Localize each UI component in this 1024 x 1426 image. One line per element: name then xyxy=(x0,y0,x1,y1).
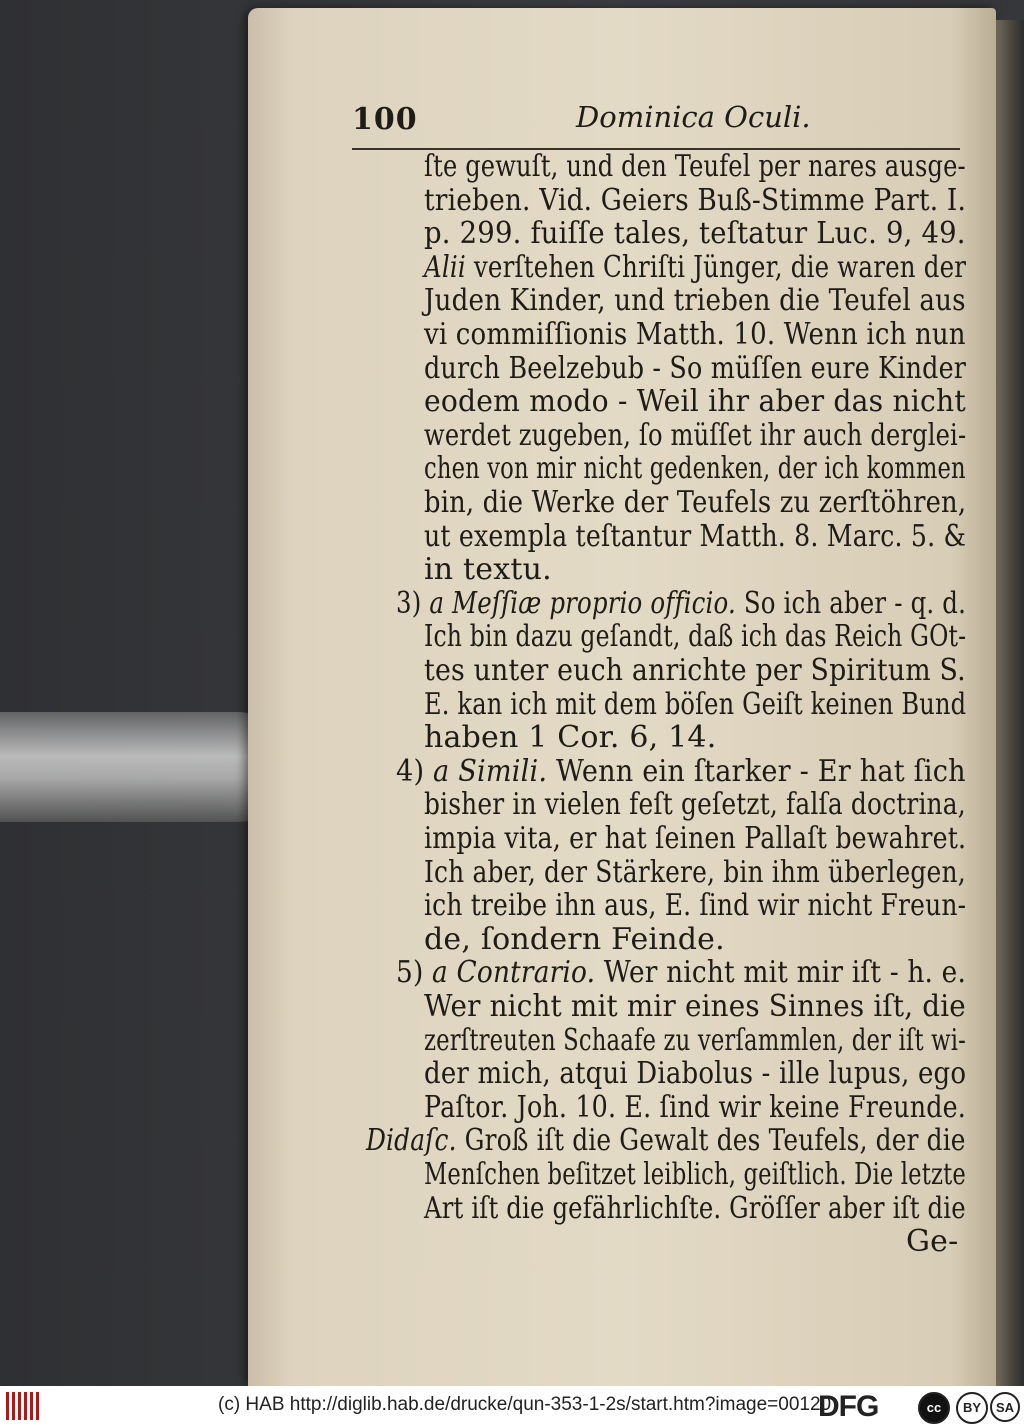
text-span: Ge- xyxy=(906,1224,959,1260)
text-span: werdet zugeben, ſo müſſet ihr auch derglei- xyxy=(424,417,967,453)
text-span: ich treibe ihn aus, E. ſind wir nicht Freun- xyxy=(424,888,967,924)
text-span: impia vita, er hat ſeinen Pallaſt bewahret. xyxy=(424,821,967,856)
page-number: 100 xyxy=(352,102,418,137)
text-line xyxy=(424,923,725,957)
text-span: Wenn ein ſtarker - Er hat ſich xyxy=(547,753,966,789)
italic-text: Alii xyxy=(424,249,466,285)
text-span: So ich aber - q. d. xyxy=(735,585,967,621)
text-span: Groß iſt die Gewalt des Teufels, der die xyxy=(456,1123,966,1159)
text-line xyxy=(424,1158,966,1192)
text-span: 3) xyxy=(396,585,430,621)
text-span: vi commiſſionis Matth. 10. Wenn ich nun xyxy=(424,317,966,352)
text-span: in textu. xyxy=(424,552,552,588)
cc-license-icon: cc xyxy=(918,1392,950,1424)
text-span: trieben. Vid. Geiers Buß-Stimme Part. I. xyxy=(424,182,967,218)
text-span: haben 1 Cor. 6, 14. xyxy=(424,720,717,756)
text-line xyxy=(906,1225,958,1259)
italic-text: a Simili. xyxy=(433,753,548,789)
text-span: ſte gewuſt, und den Teufel per nares ausge- xyxy=(424,149,966,184)
book-page xyxy=(248,8,996,1386)
text-line xyxy=(424,553,552,587)
text-line xyxy=(366,1124,966,1158)
text-line xyxy=(424,318,966,352)
text-line xyxy=(424,352,966,386)
text-line xyxy=(396,956,966,990)
italic-text: a Contrario. xyxy=(432,955,596,991)
text-span: 5) xyxy=(396,955,433,991)
text-line xyxy=(424,889,966,923)
cc-sa-icon: SA xyxy=(990,1392,1020,1422)
text-span: de, ſondern Feinde. xyxy=(424,921,725,957)
text-span: verſtehen Chriſti Jünger, die waren der xyxy=(465,249,967,285)
text-line xyxy=(424,486,966,520)
page-header xyxy=(352,96,992,136)
text-line xyxy=(424,385,966,419)
text-span: Juden Kinder, und trieben die Teufel aus xyxy=(424,283,966,319)
text-line xyxy=(424,654,966,688)
text-line xyxy=(424,1091,966,1125)
text-line xyxy=(424,452,966,486)
text-span: der mich, atqui Diabolus - ille lupus, ego xyxy=(424,1056,967,1092)
text-line xyxy=(424,990,966,1024)
cc-by-icon: BY xyxy=(956,1392,988,1424)
text-line xyxy=(424,1192,966,1226)
text-span: Wer nicht mit mir eines Sinnes iſt, die xyxy=(424,989,966,1024)
text-span: chen von mir nicht gedenken, der ich kommen xyxy=(424,451,966,487)
text-span: p. 299. fuiſſe tales, teſtatur Luc. 9, 49. xyxy=(424,216,966,252)
text-line xyxy=(424,1057,966,1091)
text-line xyxy=(424,419,966,453)
text-line xyxy=(424,150,966,184)
running-head: Dominica Oculi. xyxy=(576,100,811,134)
text-span: Paſtor. Joh. 10. E. ſind wir keine Freunde. xyxy=(424,1089,967,1125)
text-line xyxy=(424,284,966,318)
footer-bar xyxy=(0,1386,1024,1426)
text-span: bisher in vielen feſt geſetzt, falſa doctrina, xyxy=(424,787,966,823)
text-span: eodem modo - Weil ihr aber das nicht xyxy=(424,384,966,420)
text-line xyxy=(424,520,966,554)
text-line xyxy=(424,822,966,856)
text-span: Ich bin dazu geſandt, daß ich das Reich GOt- xyxy=(424,619,967,655)
text-line xyxy=(424,1024,966,1058)
text-line xyxy=(424,688,966,722)
text-line xyxy=(424,721,716,755)
copyright-source-link[interactable]: (c) HAB http://diglib.hab.de/drucke/qun-353-1-2s/start.htm?image=00120 xyxy=(218,1394,832,1415)
text-line xyxy=(396,755,966,789)
text-span: Ich aber, der Stärkere, bin ihm überlegen, xyxy=(424,854,966,890)
text-line xyxy=(424,184,966,218)
text-span: tes unter euch anrichte per Spiritum S. xyxy=(424,653,966,688)
text-span: Menſchen beſitzet leiblich, geiſtlich. Die letzte xyxy=(424,1157,966,1192)
text-span: Wer nicht mit mir iſt - h. e. xyxy=(595,955,967,991)
text-span: ut exempla teſtantur Matth. 8. Marc. 5. & xyxy=(424,518,967,554)
text-span: 4) xyxy=(396,753,434,789)
text-line xyxy=(424,788,966,822)
text-line xyxy=(424,217,966,251)
dfg-logo: DFG xyxy=(818,1390,879,1423)
text-line xyxy=(424,620,966,654)
hab-logo-icon xyxy=(6,1392,42,1420)
text-span: zerſtreuten Schaafe zu verſammlen, der iſt wi- xyxy=(424,1022,967,1058)
text-span: bin, die Werke der Teufels zu zerſtöhren, xyxy=(424,485,967,520)
italic-text: a Meſſiæ proprio officio. xyxy=(429,585,736,621)
text-span: Art iſt die gefährlichſte. Gröſſer aber iſt die xyxy=(424,1190,966,1226)
italic-text: Didaſc. xyxy=(366,1123,457,1159)
text-line xyxy=(424,251,966,285)
text-line xyxy=(396,587,966,621)
text-line xyxy=(424,856,966,890)
text-span: durch Beelzebub - So müſſen eure Kinder xyxy=(424,350,967,386)
next-page-edge xyxy=(992,20,1024,1386)
text-span: E. kan ich mit dem böſen Geiſt keinen Bund xyxy=(424,686,967,722)
